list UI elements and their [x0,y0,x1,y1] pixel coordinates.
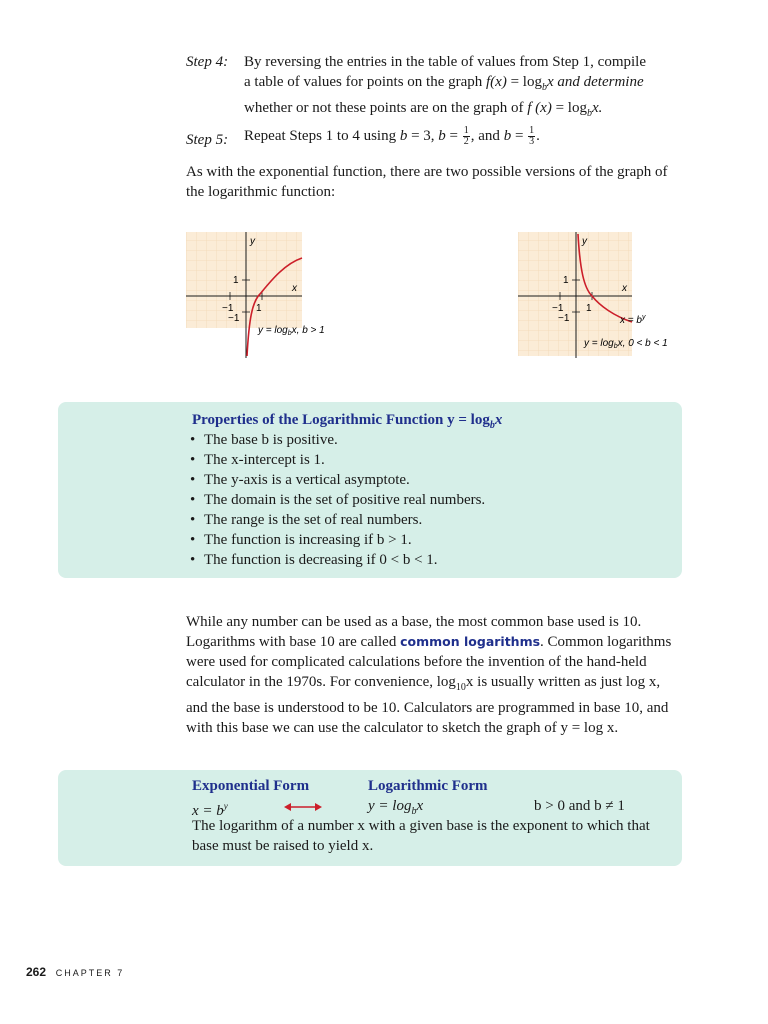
tick-y1: 1 [233,275,239,286]
common-log-paragraph: While any number can be used as a base, the most common base used is 10. Logarithms with base 10 are called common logarithms. Common logarithms were used for complicated calculations before the invention of the hand-held calculator in the 1970s. For convenience, $\log_{10}x$ is usually written as just log x, and the base is understood to be 10. Calculators are programmed in base 10, and with this base we can use the calculator to sketch the graph of y = log x. [186,614,672,736]
step4-text [244,52,684,124]
exp-form-heading: Exponential Form [192,778,310,794]
list-item: • The base b is positive. [188,430,485,450]
step4-line3: whether or not these points are on the graph of f $(x) = \log_bx$. [244,100,603,119]
tick-x1: 1 [256,303,262,314]
graph-log-increasing [186,230,346,360]
tick-x1: 1 [586,303,592,314]
step4-label: Step 4: [186,54,229,70]
double-arrow-icon [284,802,322,812]
step4-line2: a table of values for points on the graph $f(x) = \log_bx$ and determine [244,74,644,93]
tick-x-minus1: −1 [222,303,234,314]
tick-y-minus1: −1 [558,313,570,324]
list-item: • The range is the set of real numbers. [188,510,485,530]
step4-line1: By reversing the entries in the table of values from Step 1, compile [244,54,646,70]
properties-box [58,402,682,578]
step5-label: Step 5: [186,132,229,148]
tick-x-minus1: −1 [552,303,564,314]
page-number: 262 [26,965,47,979]
page-footer [26,964,124,981]
form-description: The logarithm of a number x with a given base is the exponent to which that base must be raised to yield x. [192,818,650,854]
list-item: • The function is increasing if b > 1. [188,530,485,550]
list-item: • The domain is the set of positive real numbers. [188,490,485,510]
y-axis-label: y [582,236,587,247]
keyword-common-logarithms: common logarithms [400,634,541,649]
graph-caption: $y = \log_bx$, 0 < b < 1 [584,338,668,350]
step5-text: Repeat Steps 1 to 4 using b = 3, b = $\frac{1}{2}$ , and b = $\frac{1}{3}$ . [244,125,540,148]
chapter-label: CHAPTER 7 [55,968,125,978]
tick-y-minus1: −1 [228,313,240,324]
properties-list [188,430,485,570]
x-axis-label: x [622,283,627,294]
intro-paragraph: As with the exponential function, there are two possible versions of the graph of the logarithmic function: [186,164,668,200]
grid-background [518,232,632,356]
fraction-third: $\frac{1}{3}$ [529,125,535,148]
list-item: • The function is decreasing if 0 < b < 1. [188,550,485,570]
log-form-heading: Logarithmic Form [368,778,488,794]
y-axis-label: y [250,236,255,247]
graph-log-decreasing [518,230,698,360]
forms-box [58,770,682,866]
fraction-half: $\frac{1}{2}$ [463,125,469,148]
list-item: • The y-axis is a vertical asymptote. [188,470,485,490]
label-x-equals-b-y: $x = b^y$ [620,314,646,326]
log-form: $y = \log_bx$ [368,798,424,817]
base-condition: b > 0 and b ≠ 1 [534,798,625,814]
list-item: • The x-intercept is 1. [188,450,485,470]
graph-caption: $y = \log_bx$, b > 1 [258,325,325,337]
x-axis-label: x [292,283,297,294]
exp-form: $x = b^y$ [192,801,228,819]
tick-y1: 1 [563,275,569,286]
properties-title: Properties of the Logarithmic Function $y = \log_bx$ [192,412,503,431]
